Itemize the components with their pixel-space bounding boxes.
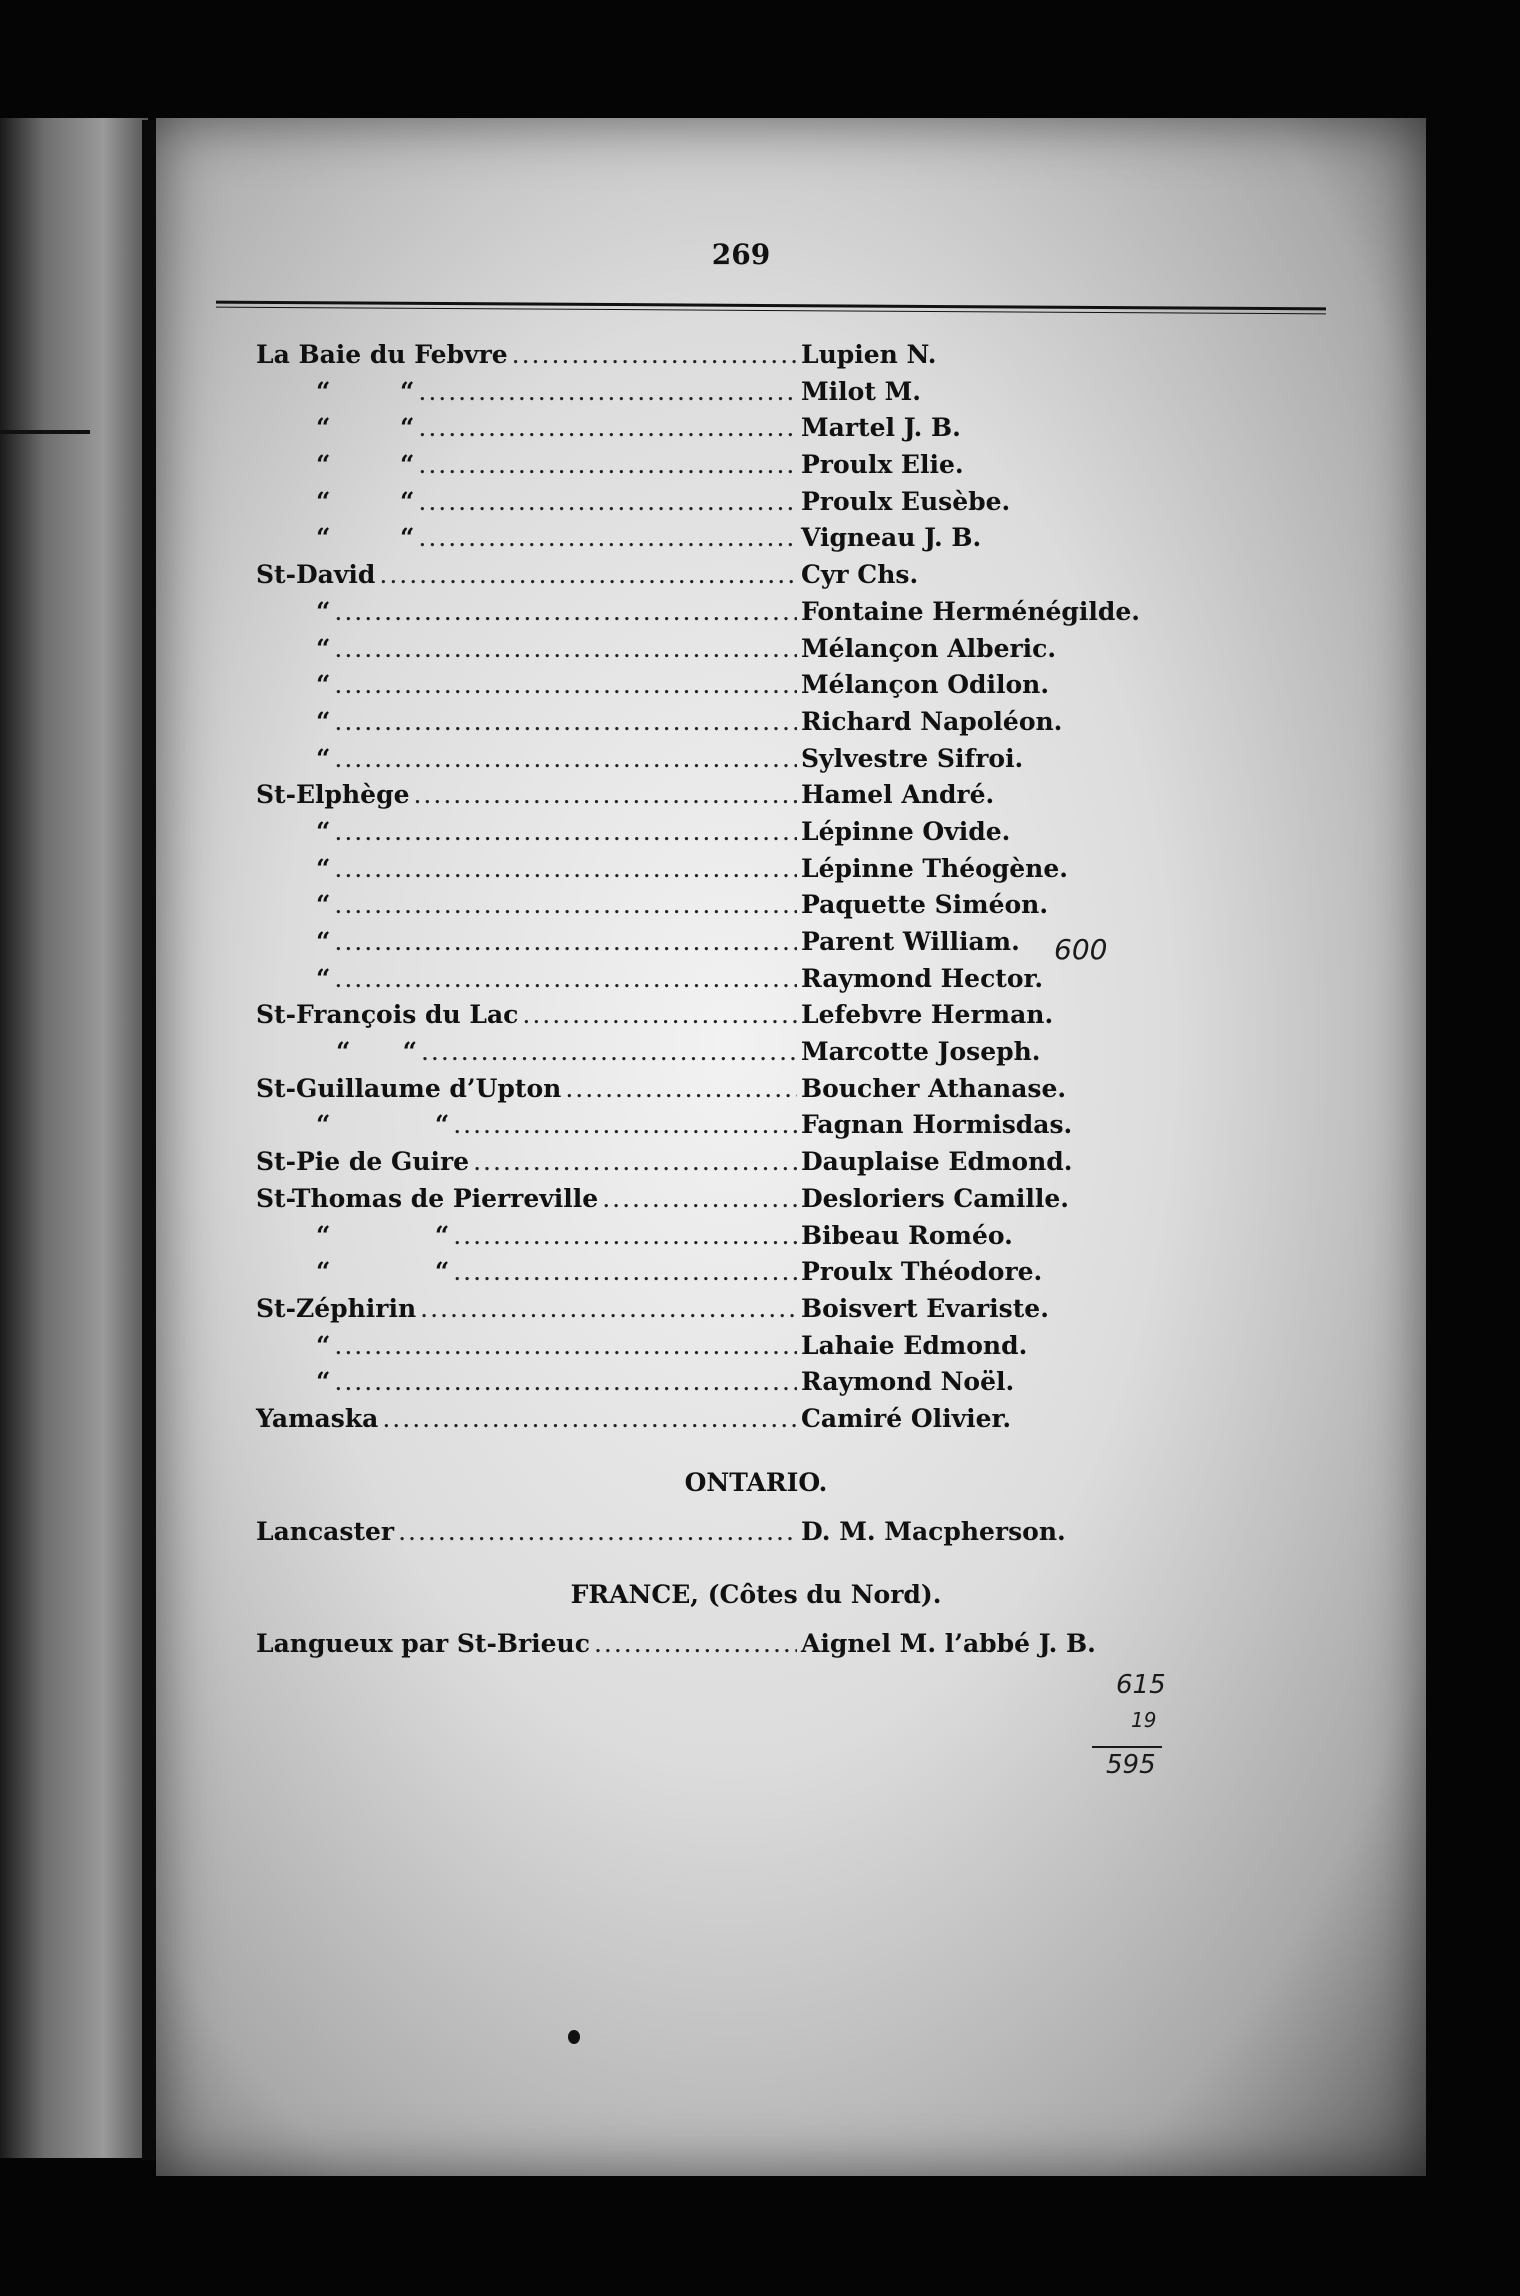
list-item: [256, 1404, 1256, 1441]
dot-leader: [602, 1184, 797, 1213]
person-name: Vigneau J. B.: [801, 523, 982, 553]
dot-leader: [453, 1257, 797, 1286]
place-cell: [256, 377, 801, 406]
list-item: [256, 1221, 1256, 1258]
ditto-mark: “ “: [316, 486, 415, 516]
dot-leader: [565, 1074, 797, 1103]
dot-leader: [379, 560, 797, 589]
dot-leader: [418, 487, 797, 516]
list-item: [256, 450, 1256, 487]
header-rule: [216, 301, 1326, 315]
person-name: Raymond Hector.: [801, 963, 1044, 993]
place-cell: [256, 707, 801, 736]
dot-leader: [453, 1221, 797, 1250]
dot-leader: [420, 1294, 797, 1323]
ditto-mark: “: [316, 890, 331, 920]
section-heading-ontario: ONTARIO.: [684, 1467, 828, 1497]
person-name: Raymond Noël.: [801, 1367, 1015, 1397]
place-name: Langueux par St-Brieuc: [256, 1629, 590, 1659]
list-item: [256, 1517, 1256, 1554]
list-item: [256, 707, 1256, 744]
dot-leader: [418, 450, 797, 479]
person-name: Parent William.: [801, 927, 1020, 956]
dot-leader: [334, 854, 797, 883]
dot-leader: [334, 927, 797, 956]
person-name: Proulx Théodore.: [801, 1257, 1043, 1287]
dot-leader: [418, 523, 797, 552]
dot-leader: [334, 597, 797, 626]
list-item: [256, 597, 1256, 634]
list-item: [256, 487, 1256, 524]
dot-leader: [473, 1147, 797, 1176]
list-item: [256, 964, 1256, 1001]
person-name: Marcotte Joseph.: [801, 1037, 1041, 1067]
person-name: Proulx Eusèbe.: [801, 486, 1011, 516]
handwritten-sum-line: [1092, 1746, 1162, 1748]
place-cell: [256, 1221, 801, 1250]
place-cell: [256, 1147, 801, 1176]
person-name: Cyr Chs.: [801, 560, 919, 590]
place-name: St-Thomas de Pierreville: [256, 1183, 599, 1213]
place-cell: [256, 1000, 801, 1029]
ditto-mark: “: [316, 963, 331, 993]
person-name: Fontaine Herménégilde.: [801, 596, 1140, 626]
place-cell: [256, 560, 801, 589]
place-cell: [256, 1294, 801, 1323]
place-cell: [256, 634, 801, 663]
list-item: [256, 634, 1256, 671]
ditto-mark: “: [316, 706, 331, 736]
person-name: Lépinne Théogène.: [801, 853, 1068, 883]
person-name: Mélançon Alberic.: [801, 633, 1057, 663]
list-item: [256, 560, 1256, 597]
ditto-mark: “ “: [316, 523, 415, 553]
place-cell: [256, 413, 801, 442]
list-item: [256, 1147, 1256, 1184]
person-name: Paquette Siméon.: [801, 890, 1049, 920]
place-cell: [256, 1404, 801, 1433]
person-name: Richard Napoléon.: [801, 706, 1063, 736]
ditto-mark: “ “: [316, 1257, 450, 1287]
list-item: [256, 1037, 1256, 1074]
ink-blot: [568, 2030, 580, 2044]
list-item: [256, 1257, 1256, 1294]
section-spacer: [256, 1503, 1256, 1517]
list-item: [256, 1367, 1256, 1404]
place-cell: [256, 1037, 801, 1066]
place-cell: [256, 670, 801, 699]
place-name: St-Zéphirin: [256, 1293, 417, 1323]
place-cell: [256, 487, 801, 516]
person-name: Dauplaise Edmond.: [801, 1147, 1073, 1177]
entries-list: [256, 340, 1256, 1666]
ditto-mark: “ “: [316, 413, 415, 443]
dot-leader: [418, 413, 797, 442]
place-name: La Baie du Febvre: [256, 340, 508, 369]
section-spacer: [256, 1615, 1256, 1629]
list-item: [256, 413, 1256, 450]
dot-leader: [334, 890, 797, 919]
handwritten-sum-top: 615: [1116, 1670, 1166, 1700]
list-item: [256, 1184, 1256, 1221]
dot-leader: [418, 377, 797, 406]
person-name: Proulx Elie.: [801, 450, 964, 480]
place-cell: [256, 597, 801, 626]
person-name: Lefebvre Herman.: [801, 1000, 1054, 1030]
place-cell: [256, 340, 801, 369]
person-name: Aignel M. l’abbé J. B.: [801, 1629, 1096, 1659]
place-cell: [256, 744, 801, 773]
ditto-mark: “: [316, 670, 331, 700]
ditto-mark: “: [316, 596, 331, 626]
person-name: Boisvert Evariste.: [801, 1293, 1049, 1323]
ditto-mark: “: [316, 1367, 331, 1397]
list-item: [256, 340, 1256, 377]
left-page-edge: [0, 118, 148, 2158]
person-name: Camiré Olivier.: [801, 1403, 1012, 1433]
person-name: Fagnan Hormisdas.: [801, 1110, 1073, 1140]
ditto-mark: “: [316, 1330, 331, 1360]
list-item: [256, 1110, 1256, 1147]
place-cell: [256, 817, 801, 846]
person-name: Martel J. B.: [801, 413, 961, 443]
section-spacer: [256, 1441, 1256, 1463]
list-item: [256, 670, 1256, 707]
dot-leader: [334, 670, 797, 699]
dot-leader: [334, 1331, 797, 1360]
handwritten-sum-mid: 19: [1131, 1708, 1157, 1732]
ditto-mark: “: [316, 633, 331, 663]
ditto-mark: “ “: [316, 450, 415, 480]
person-name: Hamel André.: [801, 780, 995, 810]
dot-leader: [398, 1517, 797, 1546]
person-name: Boucher Athanase.: [801, 1073, 1067, 1103]
place-name: Lancaster: [256, 1516, 395, 1546]
dot-leader: [453, 1110, 797, 1139]
list-item: [256, 523, 1256, 560]
handwritten-sum-total: 595: [1106, 1750, 1156, 1780]
book-gutter: [142, 120, 156, 2160]
dot-leader: [421, 1037, 797, 1066]
section-spacer: [256, 1553, 1256, 1575]
dot-leader: [334, 744, 797, 773]
person-name: Lupien N.: [801, 340, 937, 369]
place-name: Yamaska: [256, 1403, 379, 1433]
place-cell: [256, 964, 801, 993]
place-cell: [256, 780, 801, 809]
place-cell: [256, 927, 801, 956]
list-item: [256, 1000, 1256, 1037]
place-name: St-François du Lac: [256, 1000, 519, 1030]
dot-leader: [382, 1404, 797, 1433]
person-name: Lépinne Ovide.: [801, 816, 1011, 846]
dot-leader: [512, 340, 797, 369]
place-cell: [256, 1331, 801, 1360]
ditto-mark: “: [316, 743, 331, 773]
place-cell: [256, 1517, 801, 1546]
person-name: D. M. Macpherson.: [801, 1516, 1066, 1546]
place-name: St-Pie de Guire: [256, 1147, 470, 1177]
list-item: [256, 854, 1256, 891]
place-cell: [256, 1184, 801, 1213]
dot-leader: [594, 1629, 797, 1658]
place-cell: [256, 1629, 801, 1658]
person-name: Mélançon Odilon.: [801, 670, 1050, 700]
page-number: 269: [711, 238, 771, 271]
place-name: St-Guillaume d’Upton: [256, 1073, 562, 1103]
left-page-rule: [0, 430, 90, 434]
place-cell: [256, 1074, 801, 1103]
list-item: [256, 1331, 1256, 1368]
ditto-mark: “: [316, 816, 331, 846]
person-name: Sylvestre Sifroi.: [801, 743, 1024, 773]
list-item: [256, 744, 1256, 781]
list-item: [256, 817, 1256, 854]
person-name: Milot M.: [801, 376, 921, 406]
ditto-mark: “: [316, 853, 331, 883]
place-cell: [256, 854, 801, 883]
dot-leader: [334, 707, 797, 736]
person-name: Desloriers Camille.: [801, 1183, 1070, 1213]
place-cell: [256, 890, 801, 919]
ditto-mark: “ “: [316, 1220, 450, 1250]
dot-leader: [334, 634, 797, 663]
list-item: [256, 890, 1256, 927]
place-cell: [256, 523, 801, 552]
ditto-mark: “: [316, 927, 331, 956]
section-heading-france: FRANCE, (Côtes du Nord).: [570, 1580, 942, 1610]
list-item: [256, 780, 1256, 817]
list-item: [256, 377, 1256, 414]
dot-leader: [522, 1000, 797, 1029]
document-page: [156, 118, 1426, 2176]
place-name: St-Elphège: [256, 780, 410, 810]
list-item: [256, 1629, 1256, 1666]
place-cell: [256, 1257, 801, 1286]
dot-leader: [334, 1367, 797, 1396]
list-item: [256, 1074, 1256, 1111]
person-name: Lahaie Edmond.: [801, 1330, 1028, 1360]
person-name: Bibeau Roméo.: [801, 1220, 1013, 1250]
dot-leader: [413, 780, 797, 809]
dot-leader: [334, 964, 797, 993]
list-item: [256, 1294, 1256, 1331]
place-name: St-David: [256, 560, 376, 590]
handwritten-note-600: 600: [1054, 933, 1108, 966]
place-cell: [256, 1110, 801, 1139]
ditto-mark: “ “: [316, 376, 415, 406]
dot-leader: [334, 817, 797, 846]
ditto-mark: “ “: [316, 1110, 450, 1140]
place-cell: [256, 450, 801, 479]
place-cell: [256, 1367, 801, 1396]
ditto-mark: “ “: [336, 1037, 417, 1067]
